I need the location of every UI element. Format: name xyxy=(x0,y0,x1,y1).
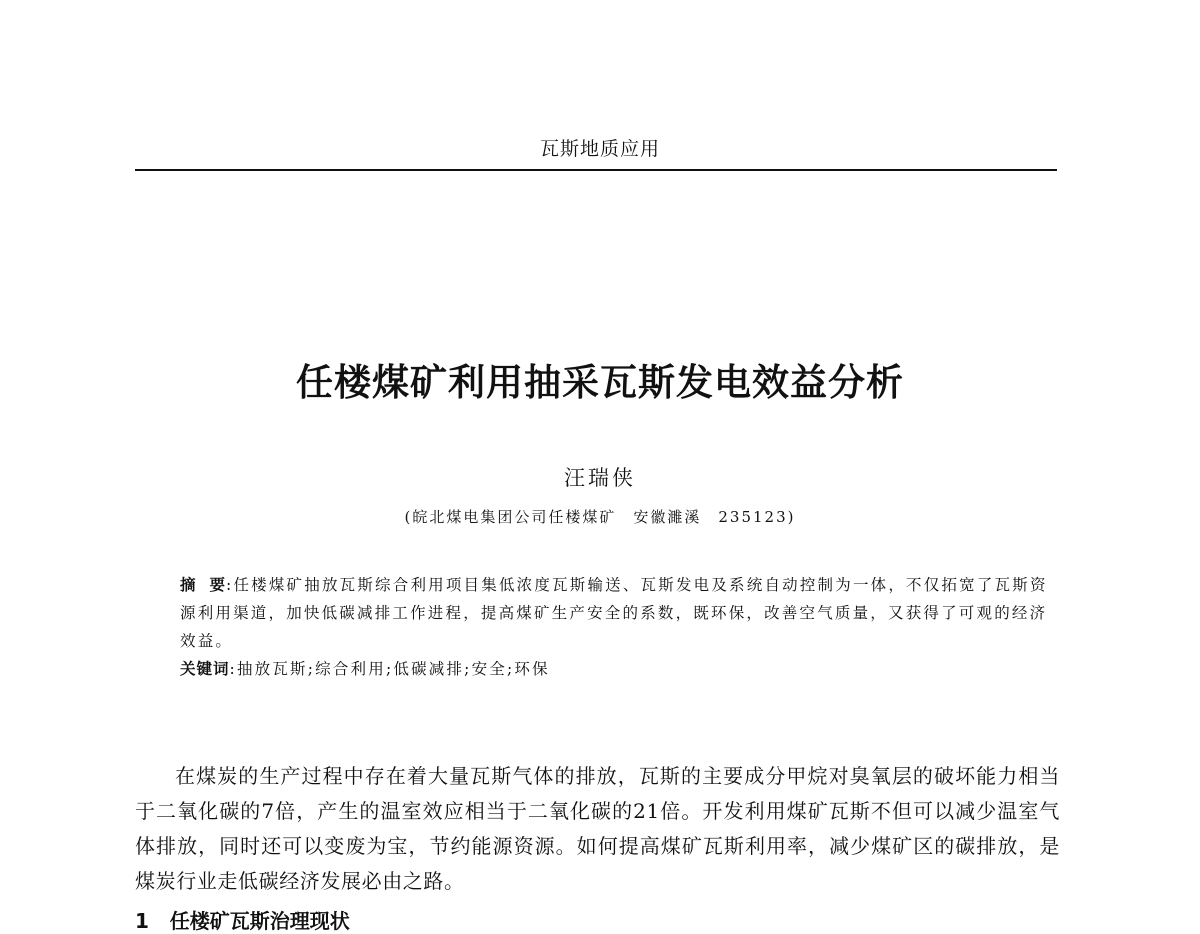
keywords-text: :抽放瓦斯;综合利用;低碳减排;安全;环保 xyxy=(229,660,550,678)
author-name: 汪瑞侠 xyxy=(564,466,636,490)
paper-title: 任楼煤矿利用抽采瓦斯发电效益分析 xyxy=(296,361,904,404)
abstract-label xyxy=(180,576,226,594)
body-paragraph: 在煤炭的生产过程中存在着大量瓦斯气体的排放，瓦斯的主要成分甲烷对臭氧层的破坏能力相当于二氧化碳的7倍，产生的温室效应相当于二氧化碳的21倍。开发利用煤矿瓦斯不但可以减少温室气体排放，同时还可以变废为宝，节约能源资源。如何提高煤矿瓦斯利用率，减少煤矿区的碳排放，是煤炭行业走低碳经济发展必由之路。 xyxy=(135,764,1060,893)
keywords-label: 关键词 xyxy=(180,660,230,678)
header-rule xyxy=(135,169,1057,171)
section-heading: 1 任楼矿瓦斯治理现状 xyxy=(135,909,350,933)
abstract xyxy=(180,571,1050,655)
abstract-section xyxy=(180,571,1050,683)
keywords xyxy=(180,655,1050,683)
abstract-label-first: 摘 xyxy=(180,576,210,594)
running-head: 瓦斯地质应用 xyxy=(539,138,660,160)
author-affiliation: (皖北煤电集团公司任楼煤矿 安徽濉溪 235123) xyxy=(404,508,796,526)
abstract-text: :任楼煤矿抽放瓦斯综合利用项目集低浓度瓦斯输送、瓦斯发电及系统自动控制为一体，不仅拓宽了瓦斯资源利用渠道，加快低碳减排工作进程，提高煤矿生产安全的系数，既环保，改善空气质量，又获得了可观的经济效益。 xyxy=(180,576,1048,650)
abstract-label-second: 要 xyxy=(209,576,227,594)
